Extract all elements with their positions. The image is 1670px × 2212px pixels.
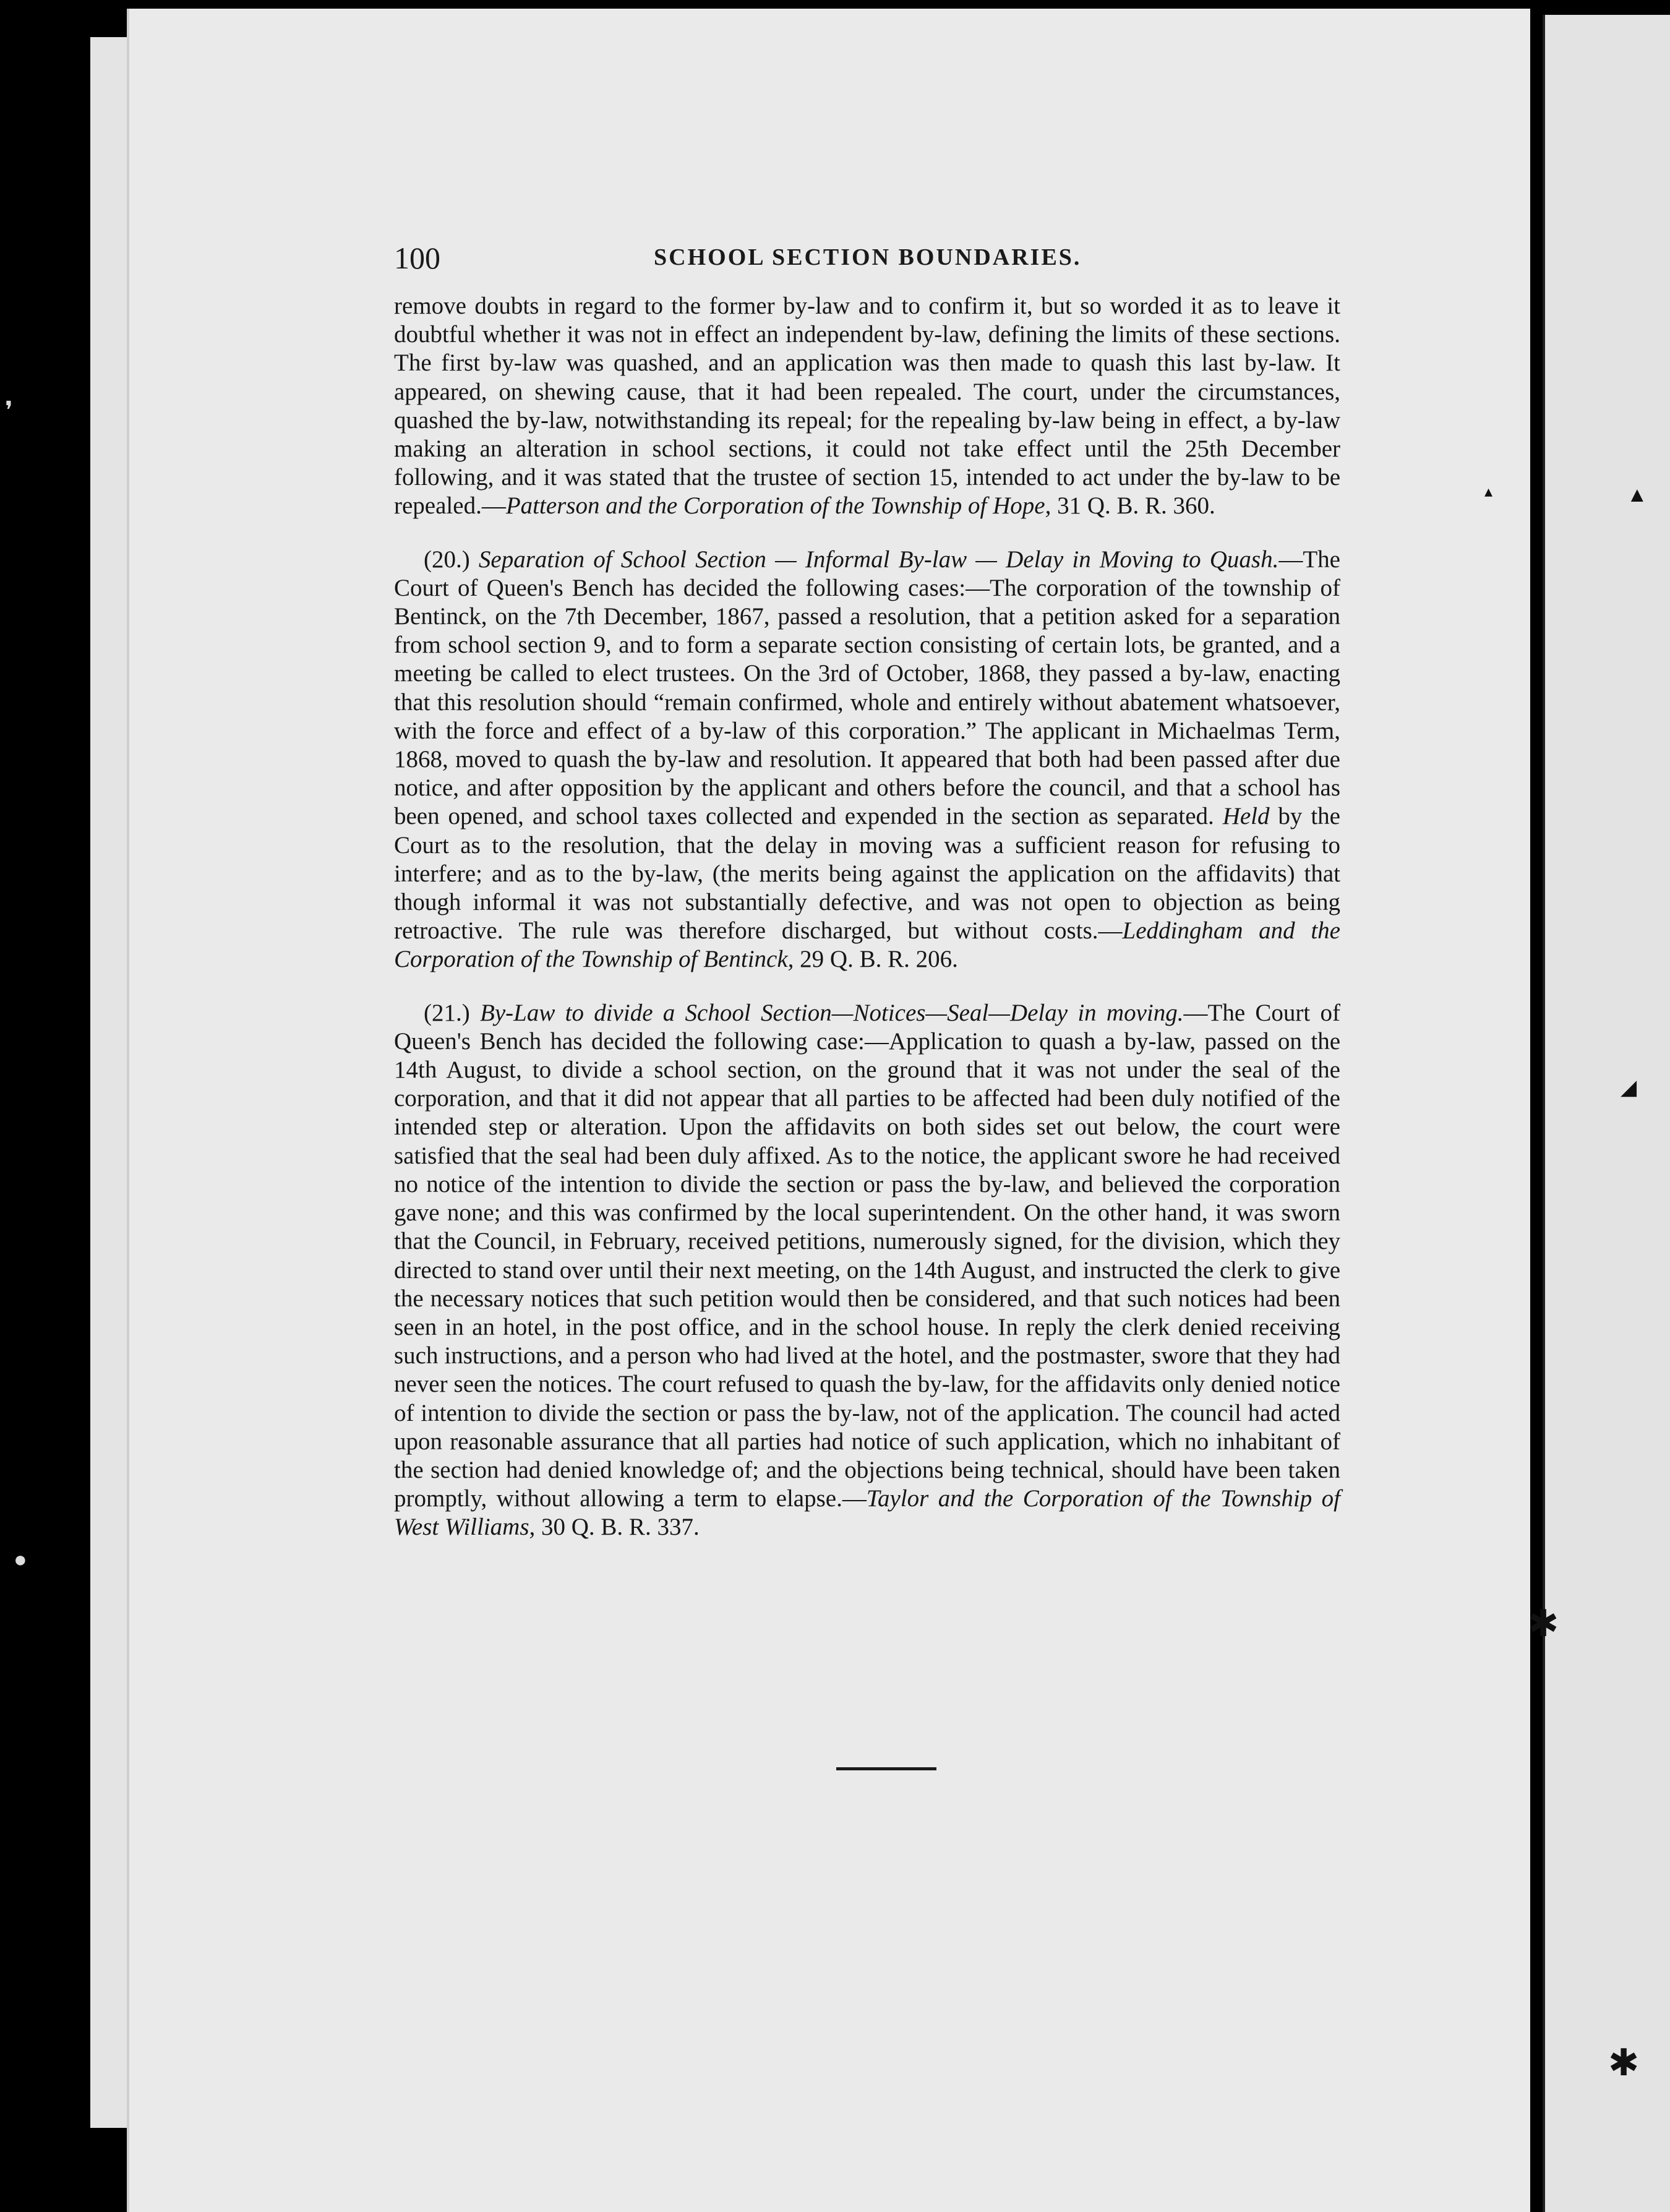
- paragraph-20: [394, 546, 1340, 974]
- paragraph-number: (20.): [424, 546, 470, 573]
- case-citation: Patterson and the Corporation of the Township of Hope,: [505, 492, 1051, 520]
- paragraph-heading: Separation of School Section — Informal By-law — Delay in Moving to Quash.: [478, 546, 1279, 573]
- paragraph-text: remove doubts in regard to the former by-law and to confirm it, but so worded it as to leave it doubtful whether it was not in effect an independent by-law, defining the limits of these sections. The first by-law was quashed, and an application was then made to quash this last by-law. It appeared, on shewing cause, that it had been repealed. The court, under the circumstances, quashed the by-law, notwithstanding its repeal; for the repealing by-law being in effect, a by-law making an alteration in school sections, it could not take effect until the 25th December following, and it was stated that the trustee of section 15, intended to act under the by-law to be repealed.—: [394, 293, 1340, 520]
- scan-speck-icon: ●: [14, 1547, 27, 1572]
- body-text: [394, 292, 1340, 1542]
- paragraph-text: —The Court of Queen's Bench has decided the following case:—Application to quash a by-law, passed on the 14th August, to divide a school section, on the ground that it was not under the seal of the corporation, and that it did not appear that all parties to be affected had been duly notified of the intended step or alteration. Upon the affidavits on both sides set out below, the court were satisfied that the seal had been duly affixed. As to the notice, the applicant swore he had received no notice of the intention to divide the section or pass the by-law, and believed the corporation gave none; and this was confirmed by the local superintendent. On the other hand, it was sworn that the Council, in February, received petitions, numerously signed, for the division, which they directed to stand over until their next meeting, on the 14th August, and instructed the clerk to give the necessary notices that such petition would then be considered, and that such notices had been seen in an hotel, in the post office, and in the school house. In reply the clerk denied receiving such instructions, and a person who had lived at the hotel, and the postmaster, swore that they had never seen the notices. The court refused to quash the by-law, for the affidavits only denied notice of intention to divide the section or pass the by-law, not of the application. The council had acted upon reasonable assurance that all parties had notice of such application, which no inhabitant of the section had denied knowledge of; and the objections being technical, should have been taken promptly, without allowing a term to elapse.—: [394, 999, 1341, 1512]
- scan-blot-icon: ✱: [1608, 2043, 1640, 2083]
- scan-blot-icon: ✱: [1528, 1603, 1559, 1644]
- scan-speck-icon: ❜: [5, 397, 13, 424]
- paragraph-text-continued: by the Court as to the resolution, that the delay in moving was a sufficient reason for refusing to interfere; and as to the by-law, (the merits being against the application on the affidavits) that though informal it was not substantially defective, and was not open to objection as being retroactive. The rule was therefore discharged, but without costs.—: [394, 803, 1340, 945]
- scan-arrow-icon: ◢: [1621, 1076, 1637, 1099]
- scan-speck-icon: ▴: [1484, 482, 1493, 500]
- page-number: 100: [394, 241, 440, 275]
- case-citation: Leddingham and the Corporation of the Township of Bentinck,: [394, 917, 1340, 973]
- paragraph-21: [394, 999, 1340, 1542]
- case-reference: 31 Q. B. R. 360.: [1051, 492, 1215, 520]
- scan-arrow-icon: ▲: [1627, 484, 1648, 507]
- paragraph-continued: [394, 292, 1340, 521]
- paragraph-text: —The Court of Queen's Bench has decided the following cases:—The corporation of the township of Bentinck, on the 7th December, 1867, passed a resolution, that a petition asked for a separation from school section 9, and to form a separate section consisting of certain lots, be granted, and a meeting be called to elect trustees. On the 3rd of October, 1868, they passed a by-law, enacting that this resolution should “remain confirmed, whole and entirely without abatement whatsoever, with the force and effect of a by-law of this corporation.” The applicant in Michaelmas Term, 1868, moved to quash the by-law and resolution. It appeared that both had been passed after due notice, and after opposition by the applicant and others before the council, and that a school has been opened, and school taxes collected and expended in the section as separated.: [394, 546, 1340, 830]
- paragraph-heading: By-Law to divide a School Section—Notices—Seal—Delay in moving.: [480, 999, 1184, 1026]
- case-reference: 29 Q. B. R. 206.: [794, 946, 958, 973]
- case-reference: 30 Q. B. R. 337.: [535, 1514, 700, 1541]
- page-header: [394, 240, 1331, 277]
- facing-page-edge: [1543, 15, 1670, 2212]
- closing-rule: [836, 1767, 936, 1770]
- case-citation: Taylor and the Corporation of the Township of West Williams,: [394, 1485, 1340, 1541]
- running-head: SCHOOL SECTION BOUNDARIES.: [654, 244, 1082, 270]
- paragraph-number: (21.): [424, 999, 470, 1026]
- held-word: Held: [1222, 803, 1270, 830]
